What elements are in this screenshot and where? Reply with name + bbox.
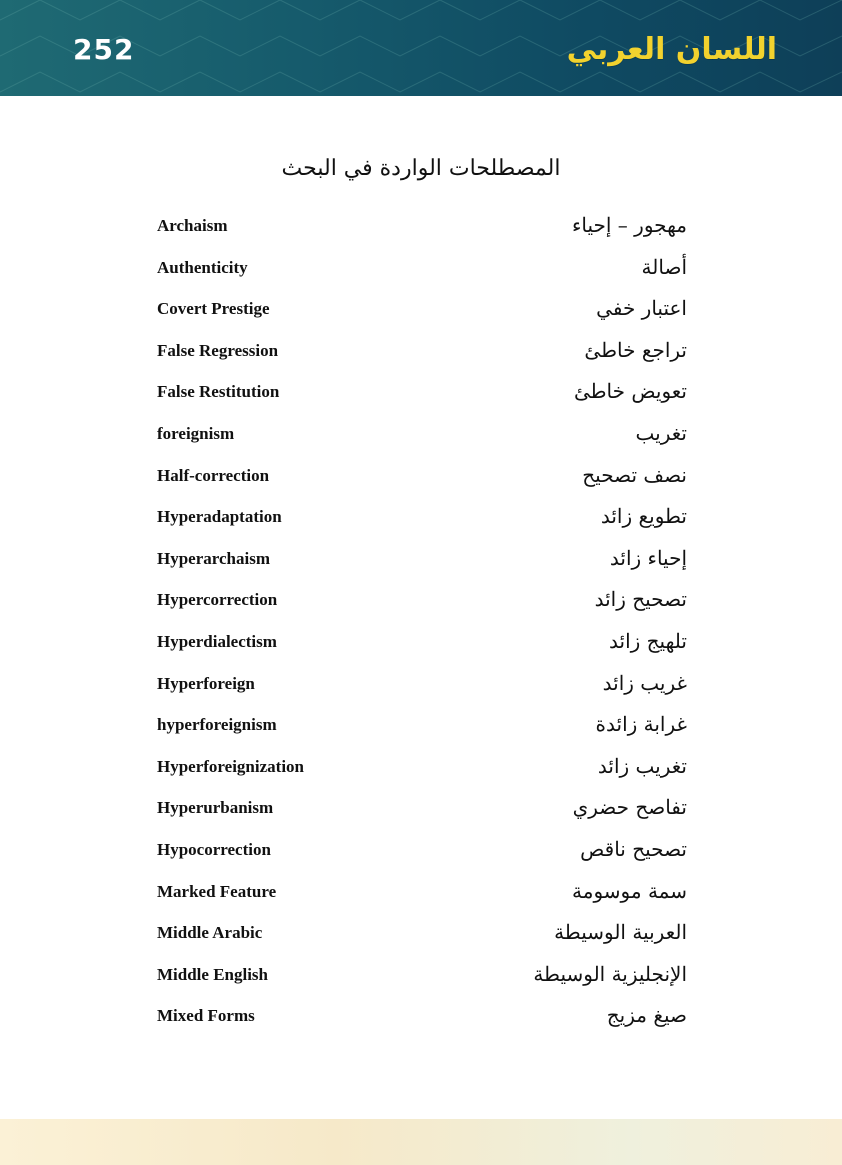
english-term: False Regression <box>157 340 279 360</box>
arabic-term: اعتبار خفي <box>596 296 687 321</box>
term-row <box>157 787 687 829</box>
arabic-term: صيغ مزيج <box>606 1003 687 1028</box>
page-header <box>0 0 842 96</box>
arabic-term: تعويض خاطئ <box>573 379 687 404</box>
footer-band <box>0 1119 842 1165</box>
term-row <box>157 954 687 996</box>
arabic-term: تصحيح ناقص <box>580 836 687 861</box>
arabic-term: تصحيح زائد <box>594 587 687 612</box>
english-term: Archaism <box>157 216 228 235</box>
arabic-term: نصف تصحيح <box>582 462 687 487</box>
english-term: Covert Prestige <box>157 299 270 319</box>
english-term: Mixed Forms <box>157 1006 255 1026</box>
arabic-term: أصالة <box>641 254 687 279</box>
english-term: Marked Feature <box>157 881 277 901</box>
term-row <box>157 829 687 871</box>
arabic-term: تغريب زائد <box>597 753 687 778</box>
term-row <box>157 371 687 413</box>
term-row <box>157 455 687 497</box>
term-row <box>157 538 687 580</box>
english-term: Middle Arabic <box>157 923 263 943</box>
arabic-term: غريب زائد <box>602 670 687 695</box>
term-row <box>157 621 687 663</box>
arabic-term: تطويع زائد <box>600 504 687 529</box>
term-row <box>157 496 687 538</box>
page-title: المصطلحات الواردة في البحث <box>281 156 561 181</box>
term-row <box>157 704 687 746</box>
term-row <box>157 288 687 330</box>
english-term: Hypocorrection <box>157 839 271 859</box>
term-row <box>157 663 687 705</box>
english-term: Hyperforeign <box>157 673 255 693</box>
term-row <box>157 912 687 954</box>
english-term: False Restitution <box>157 382 280 402</box>
term-row <box>157 247 687 289</box>
arabic-term: مهجور – إحياء <box>572 213 687 237</box>
arabic-term: غرابة زائدة <box>595 712 687 737</box>
english-term: Hyperurbanism <box>157 798 274 818</box>
arabic-term: سمة موسومة <box>572 878 687 903</box>
arabic-term: الإنجليزية الوسيطة <box>533 961 687 986</box>
page-number: 252 <box>73 33 135 66</box>
arabic-term: تراجع خاطئ <box>584 337 687 362</box>
arabic-term: تفاصح حضري <box>572 795 687 820</box>
english-term: Authenticity <box>157 257 248 277</box>
english-term: Hypercorrection <box>157 590 278 610</box>
english-term: Middle English <box>157 964 269 984</box>
term-row <box>157 746 687 788</box>
arabic-term: تلهيج زائد <box>609 628 687 653</box>
english-term: Half-correction <box>157 465 270 485</box>
english-term: hyperforeignism <box>157 715 277 735</box>
term-row <box>157 995 687 1037</box>
english-term: Hyperadaptation <box>157 507 282 527</box>
english-term: Hyperforeignization <box>157 756 304 776</box>
arabic-term: تغريب <box>635 420 687 445</box>
journal-logo: اللسان العربي <box>566 32 777 67</box>
term-row <box>157 871 687 913</box>
english-term: Hyperarchaism <box>157 548 271 568</box>
term-row <box>157 413 687 455</box>
english-term: Hyperdialectism <box>157 631 277 651</box>
terms-list <box>157 205 687 1037</box>
term-row <box>157 205 687 247</box>
english-term: foreignism <box>157 423 235 443</box>
term-row <box>157 579 687 621</box>
arabic-term: إحياء زائد <box>609 545 687 570</box>
arabic-term: العربية الوسيطة <box>554 920 687 945</box>
term-row <box>157 330 687 372</box>
